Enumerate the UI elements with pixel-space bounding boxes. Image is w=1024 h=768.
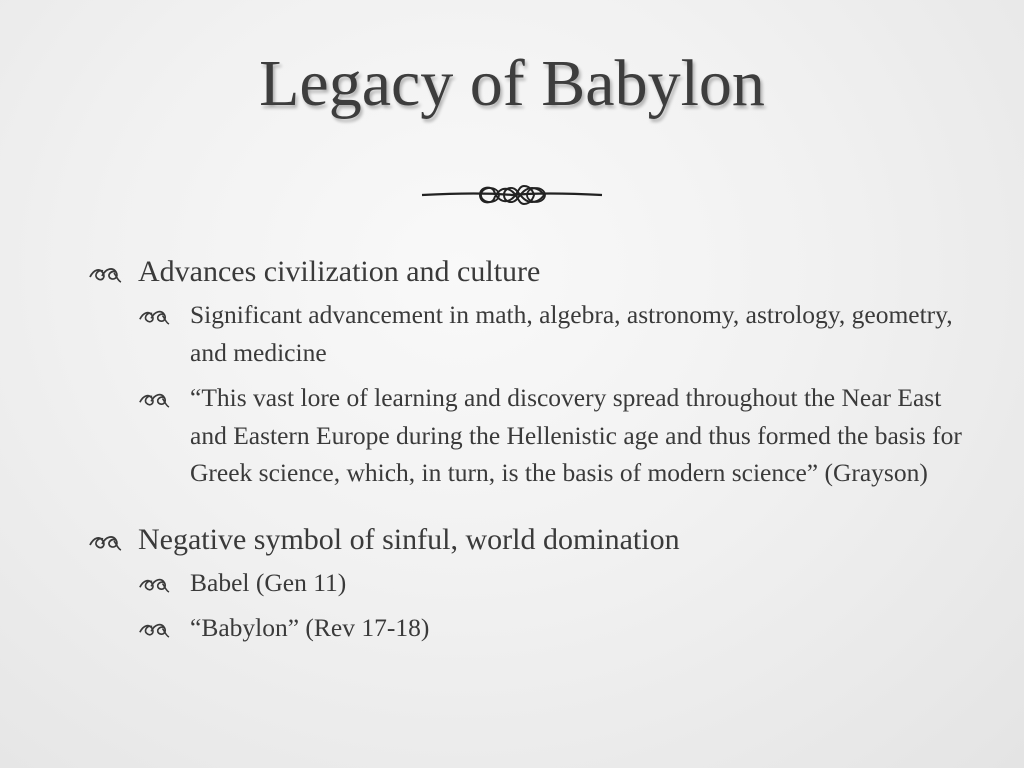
sub-bullet-text: Significant advancement in math, algebra, astronomy, astrology, geometry, and medicine [190, 300, 953, 367]
bullet-text: Advances civilization and culture [138, 255, 541, 288]
bullet-text: Negative symbol of sinful, world domination [138, 522, 680, 556]
slide-title: Legacy of Babylon [259, 47, 765, 120]
twined-leaf-bullet-icon [138, 305, 170, 326]
sub-bullet-item [138, 296, 968, 371]
sub-bullet-list [138, 564, 968, 647]
sub-bullet-item [138, 379, 968, 492]
bullet-list [88, 252, 968, 647]
scroll-divider-ornament-icon [420, 178, 604, 212]
bullet-item [88, 520, 968, 647]
sub-bullet-list [138, 296, 968, 492]
sub-bullet-text: “This vast lore of learning and discovery spread throughout the Near East and Eastern Europe during the Hellenistic age and thus formed the basis for Greek science, which, in turn, is the basis of modern science” (Grayson) [190, 383, 962, 487]
twined-leaf-bullet-icon [138, 388, 170, 409]
twined-leaf-bullet-icon [138, 573, 170, 594]
sub-bullet-text: “Babylon” (Rev 17-18) [190, 613, 430, 642]
sub-bullet-item [138, 609, 968, 647]
bullet-item [88, 252, 968, 492]
sub-bullet-item [138, 564, 968, 602]
twined-leaf-bullet-icon [88, 530, 122, 552]
twined-leaf-bullet-icon [88, 262, 122, 284]
sub-bullet-text: Babel (Gen 11) [190, 567, 347, 597]
twined-leaf-bullet-icon [138, 618, 170, 639]
